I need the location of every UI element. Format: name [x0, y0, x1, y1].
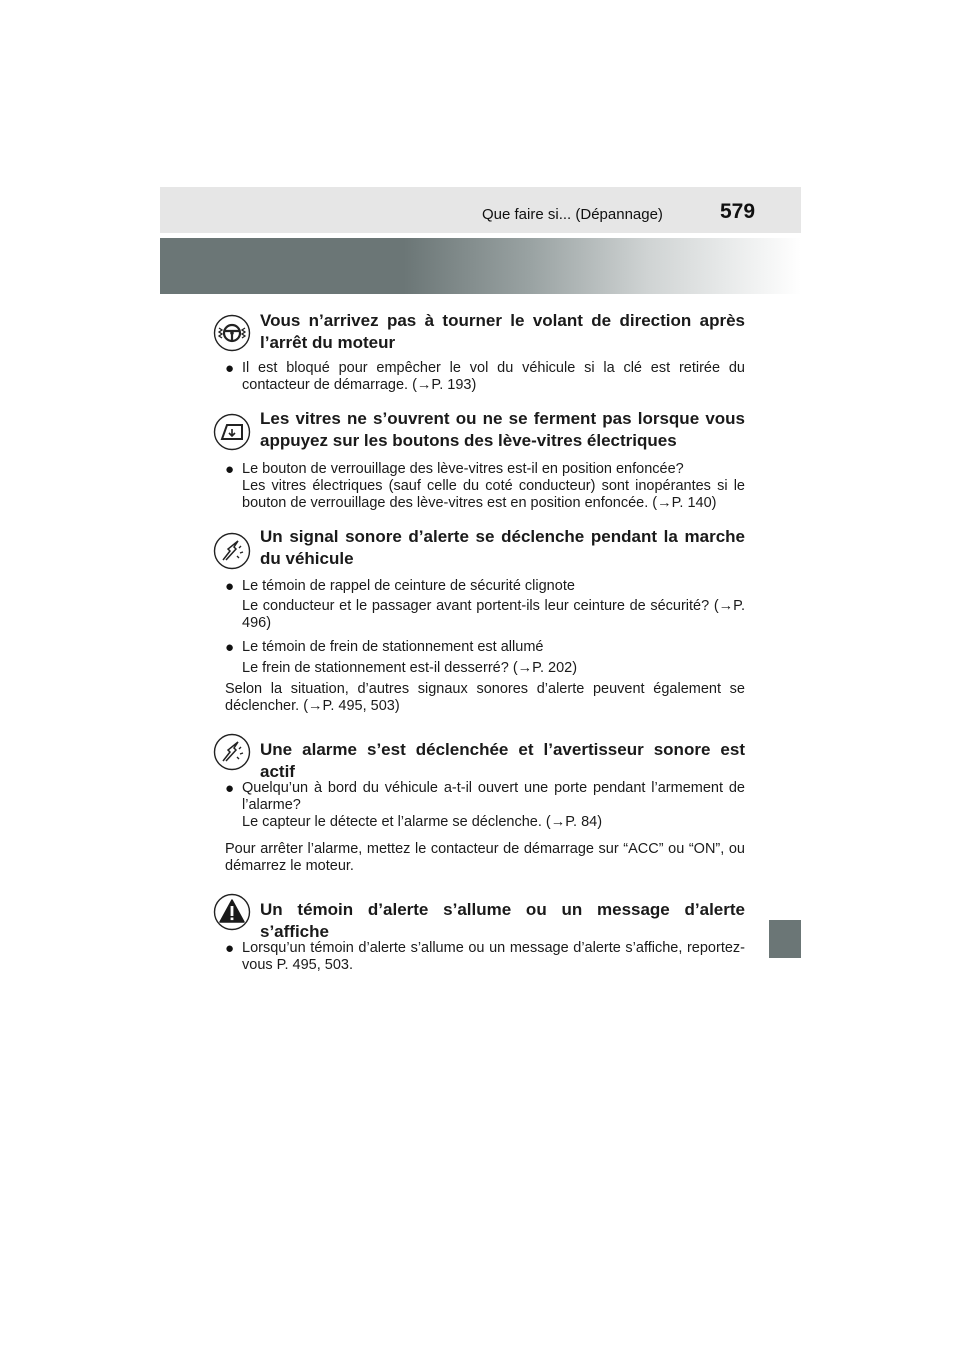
section-3-note: Selon la situation, d’autres signaux sonores d’alerte peuvent également se déclencher. (→P. 495, 503) [225, 681, 745, 714]
bullet-dot: ● [225, 461, 235, 478]
bullet-detail: Les vitres électriques (sauf celle du coté conducteur) sont inopérantes si le bouton de verrouillage des lève-vitres est en position enfoncée. (→P. 140) [242, 478, 745, 511]
bullet-dot: ● [225, 639, 235, 656]
bullet-title: Le bouton de verrouillage des lève-vitres est-il en position enfoncée? [242, 461, 684, 477]
section-3-bullet-2-title: Le témoin de frein de stationnement est allumé [242, 639, 544, 655]
bullet-dot: ● [225, 360, 235, 377]
page-header [160, 187, 801, 233]
bullet-title: Quelqu’un à bord du véhicule a-t-il ouvert une porte pendant l’armement de l’alarme? [242, 780, 745, 813]
page-number: 579 [720, 200, 756, 223]
steering-lock-icon [213, 314, 251, 352]
bullet-detail: Le capteur le détecte et l’alarme se déclenche. (→P. 84) [242, 814, 603, 830]
section-3-bullet-2-detail: Le frein de stationnement est-il desserré? (→P. 202) [242, 660, 578, 676]
section-5-heading: Un témoin d’alerte s’allume ou un message d’alerte s’affiche [260, 900, 745, 941]
section-2-heading: Les vitres ne s’ouvrent ou ne se ferment pas lorsque vous appuyez sur les boutons des lève-vitres électriques [260, 409, 745, 450]
section-4-bullet-1 [242, 780, 745, 831]
power-window-icon [213, 413, 251, 451]
section-3-bullet-1-title: Le témoin de rappel de ceinture de sécurité clignote [242, 578, 575, 594]
bullet-dot: ● [225, 780, 235, 797]
alert-buzzer-icon [213, 532, 251, 570]
chapter-band [160, 238, 801, 294]
section-3-bullet-1-detail: Le conducteur et le passager avant portent-ils leur ceinture de sécurité? (→P. 496) [242, 598, 745, 631]
section-1-heading: Vous n’arrivez pas à tourner le volant de direction après l’arrêt du moteur [260, 311, 745, 352]
section-1-bullet-1: Il est bloqué pour empêcher le vol du véhicule si la clé est retirée du contacteur de démarrage. (→P. 193) [242, 360, 745, 393]
alarm-horn-icon [213, 733, 251, 771]
chapter-side-tab [769, 920, 801, 958]
section-2-bullet-1 [242, 461, 745, 512]
bullet-dot: ● [225, 940, 235, 957]
section-5-bullet-1: Lorsqu’un témoin d’alerte s’allume ou un message d’alerte s’affiche, reportez-vous P. 495, 503. [242, 940, 745, 973]
section-4-note: Pour arrêter l’alarme, mettez le contacteur de démarrage sur “ACC” ou “ON”, ou démarrez le moteur. [225, 841, 745, 874]
bullet-dot: ● [225, 578, 235, 595]
section-4-heading: Une alarme s’est déclenchée et l’avertisseur sonore est actif [260, 740, 745, 781]
section-3-heading: Un signal sonore d’alerte se déclenche pendant la marche du véhicule [260, 527, 745, 568]
warning-triangle-icon [213, 893, 251, 931]
section-title: Que faire si... (Dépannage) [482, 206, 663, 223]
